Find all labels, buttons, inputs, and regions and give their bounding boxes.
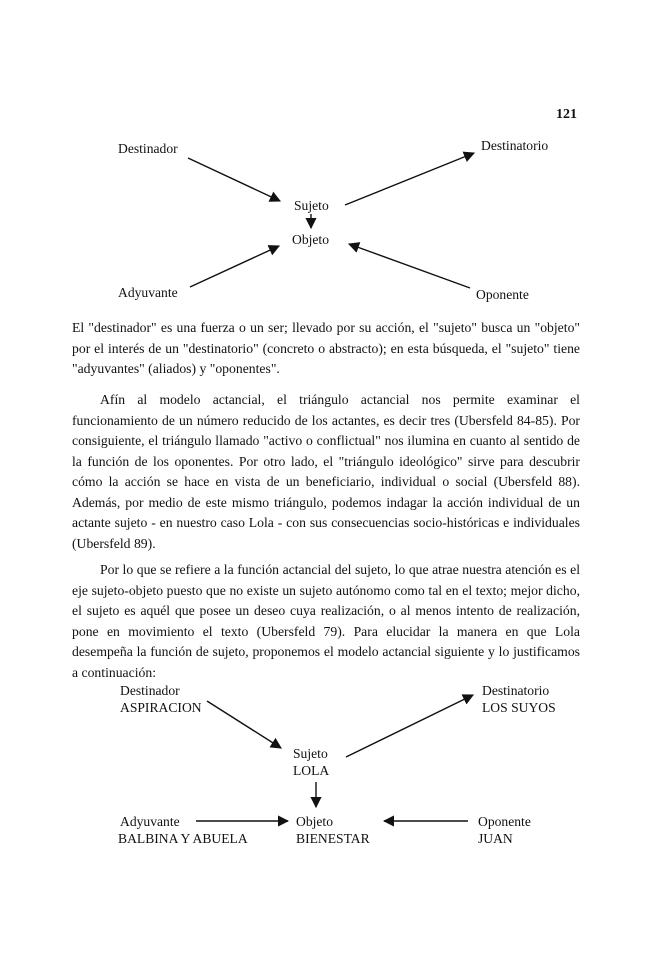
diagram2-destinatorio-value: LOS SUYOS	[482, 700, 556, 715]
diagram2-destinatorio-role: Destinatorio	[482, 683, 550, 698]
diagram2-sujeto-value: LOLA	[293, 763, 330, 778]
diagram2-adyuvante-value: BALBINA Y ABUELA	[118, 831, 248, 846]
diagram1-sujeto-label: Sujeto	[294, 198, 329, 213]
diagram1-destinador-label: Destinador	[118, 141, 178, 156]
diagram1-destinatorio-label: Destinatorio	[481, 138, 549, 153]
arrow-adyuvante-to-objeto	[190, 246, 279, 287]
arrow2-sujeto-to-destinatorio	[346, 695, 473, 757]
paragraph-definition: El "destinador" es una fuerza o un ser; llevado por su acción, el "sujeto" busca un "objeto" por el interés de un "destinatorio" (concreto o abstracto); en esta búsqueda, el "sujeto" tiene "adyuvantes" (aliados) y "oponentes".	[72, 320, 580, 376]
arrow-oponente-to-objeto	[349, 244, 470, 288]
arrow2-destinador-to-sujeto	[207, 701, 281, 748]
diagram2-oponente-value: JUAN	[478, 831, 513, 846]
diagram2-objeto-role: Objeto	[296, 814, 333, 829]
diagram1-oponente-label: Oponente	[476, 287, 529, 302]
page-number: 121	[556, 107, 577, 122]
diagram2-destinador-value: ASPIRACION	[120, 700, 202, 715]
diagram1-objeto-label: Objeto	[292, 232, 329, 247]
diagram2-objeto-value: BIENESTAR	[296, 831, 370, 846]
arrow-sujeto-to-destinatorio	[345, 153, 474, 205]
diagram2-destinador-role: Destinador	[120, 683, 180, 698]
paragraph-funcion-sujeto: Por lo que se refiere a la función actancial del sujeto, lo que atrae nuestra atención es el eje sujeto-objeto puesto que no existe un sujeto autónomo como tal en el texto; mejor dicho, el sujeto es aquél que posee un deseo cuya realización, o al menos intento de realización, pone en movimiento el texto (Ubersfeld 79). Para elucidar la manera en que Lola desempeña la función de sujeto, proponemos el modelo actancial siguiente y lo justificamos a continuación:	[72, 562, 580, 680]
diagram2-adyuvante-role: Adyuvante	[120, 814, 180, 829]
arrow-destinador-to-sujeto	[188, 158, 280, 201]
diagram1-adyuvante-label: Adyuvante	[118, 285, 178, 300]
diagram2-oponente-role: Oponente	[478, 814, 531, 829]
diagram2-sujeto-role: Sujeto	[293, 746, 328, 761]
paragraph-triangulo-actancial: Afín al modelo actancial, el triángulo actancial nos permite examinar el funcionamiento de un número reducido de los actantes, es decir tres (Ubersfeld 84-85). Por consiguiente, el triángulo llamado "activo o conflictual" nos ilumina en cuanto al sentido de la función de los oponentes. Por otro lado, el "triángulo ideológico" sirve para descubrir cómo la acción se hace en vista de un beneficiario, individual o social (Ubersfeld 88). Además, por medio de este mismo triángulo, podemos indagar la acción individual de un actante sujeto - en nuestro caso Lola - con sus consecuencias socio-históricas e individuales (Ubersfeld 89).	[72, 392, 580, 551]
